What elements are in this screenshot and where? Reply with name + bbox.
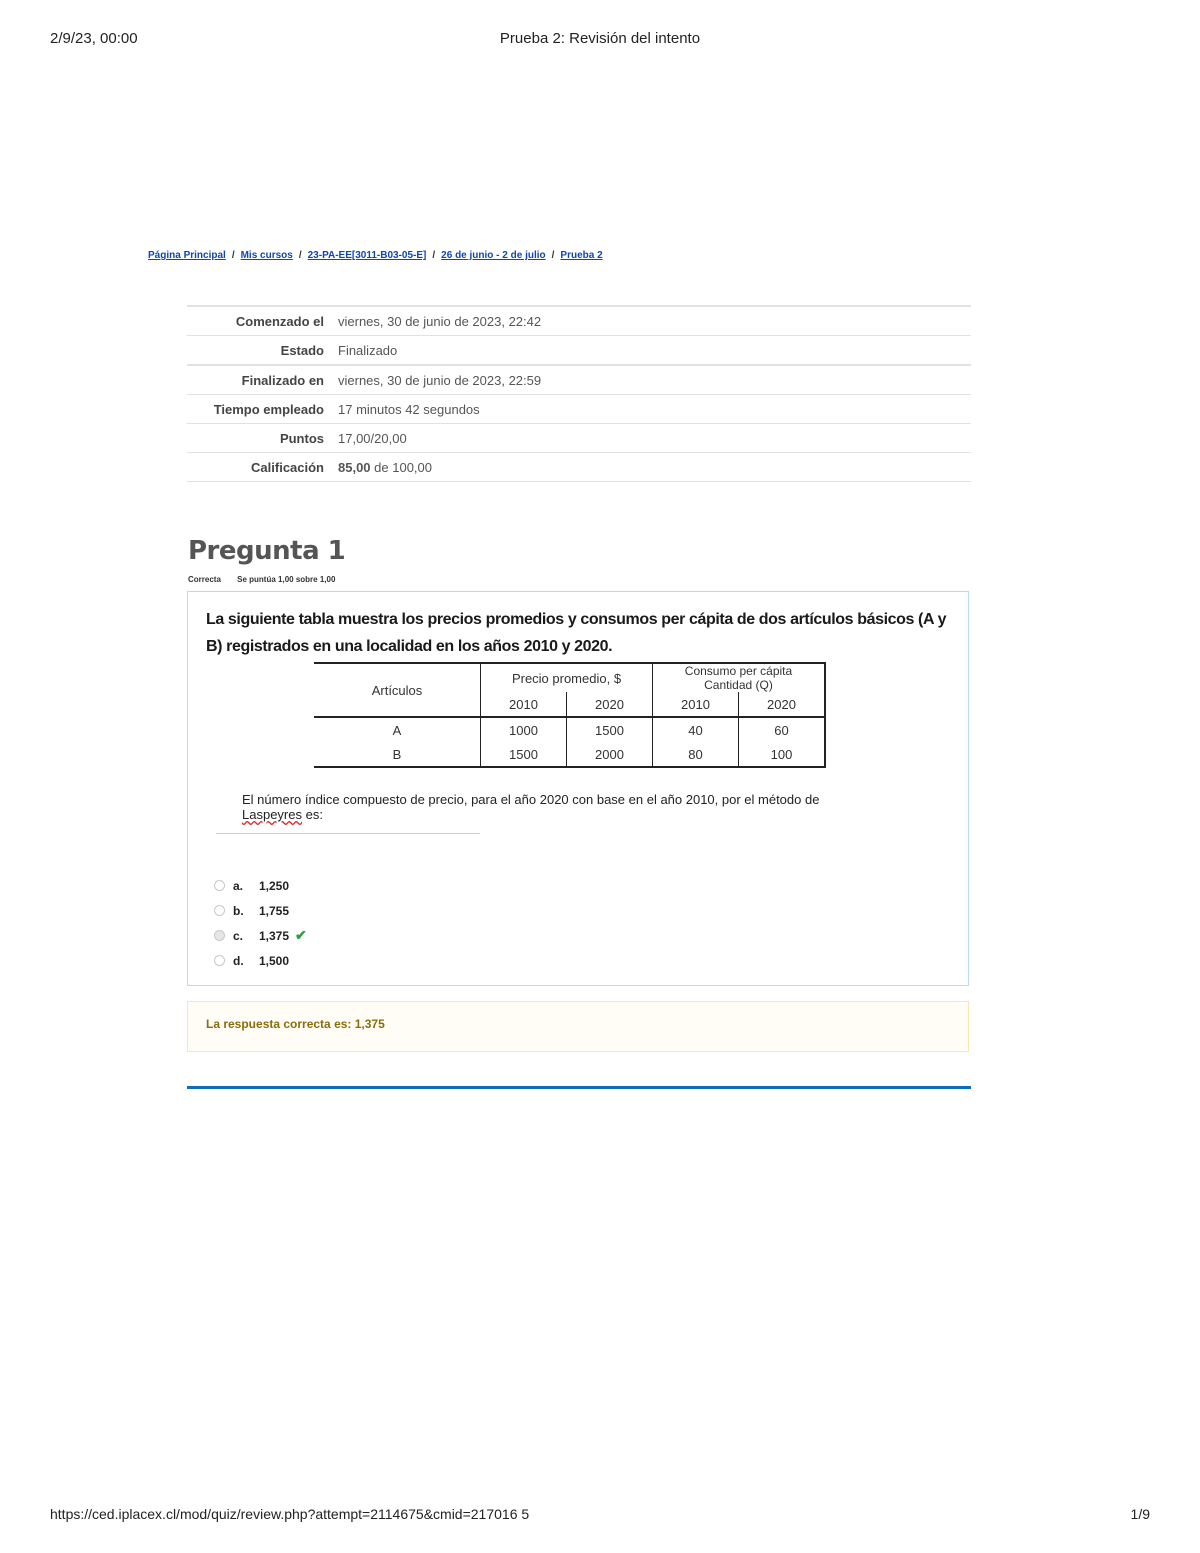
answer-letter: d. xyxy=(233,953,244,968)
breadcrumb-quiz[interactable]: Prueba 2 xyxy=(560,250,603,261)
radio-button[interactable] xyxy=(214,905,225,916)
table-cell: 40 xyxy=(653,717,739,742)
summary-row-started xyxy=(187,306,971,336)
table-cell: 60 xyxy=(739,717,826,742)
print-page-number: 1/9 xyxy=(1130,1506,1150,1522)
summary-value: viernes, 30 de junio de 2023, 22:42 xyxy=(338,314,542,329)
question-text: La siguiente tabla muestra los precios promedios y consumos per cápita de dos artículos básicos (A y B) registrados en una localidad en los años 2010 y 2020. xyxy=(206,611,947,655)
summary-row-points xyxy=(187,424,971,453)
radio-button[interactable] xyxy=(214,880,225,891)
answer-option-d[interactable] xyxy=(214,948,307,973)
print-header xyxy=(50,30,1150,50)
spellcheck-word: Laspeyres xyxy=(242,807,302,822)
answer-options xyxy=(214,873,307,973)
radio-button[interactable] xyxy=(214,955,225,966)
question-score: Se puntúa 1,00 sobre 1,00 xyxy=(237,575,336,584)
answer-value: 1,250 xyxy=(259,878,290,893)
table-cell: 2000 xyxy=(567,742,653,767)
year-header: 2020 xyxy=(567,692,653,717)
grade-value: 85,00 xyxy=(338,460,371,475)
summary-value: viernes, 30 de junio de 2023, 22:59 xyxy=(338,373,542,388)
header-consumo-line2: Cantidad (Q) xyxy=(704,678,773,692)
print-page-title: Prueba 2: Revisión del intento xyxy=(499,30,701,47)
question-info xyxy=(188,575,349,584)
answer-letter: b. xyxy=(233,903,244,918)
breadcrumb: Página Principal / Mis cursos / 23-PA-EE[3011-B03-05-E] / 26 de junio - 2 de julio / Prueba 2 xyxy=(148,250,603,261)
answer-option-a[interactable] xyxy=(214,873,307,898)
table-cell: 1000 xyxy=(481,717,567,742)
table-row xyxy=(314,717,825,742)
summary-row-time-taken xyxy=(187,395,971,424)
print-date: 2/9/23, 00:00 xyxy=(50,30,138,47)
summary-value: 17,00/20,00 xyxy=(338,431,407,446)
table-row xyxy=(314,742,825,767)
answer-letter: c. xyxy=(233,928,244,943)
table-cell: 100 xyxy=(739,742,826,767)
answer-option-c[interactable] xyxy=(214,923,307,948)
breadcrumb-course[interactable]: 23-PA-EE[3011-B03-05-E] xyxy=(307,250,427,261)
summary-label: Calificación xyxy=(251,460,324,475)
question-separator xyxy=(187,1086,971,1089)
grade-total: de 100,00 xyxy=(370,460,432,475)
summary-label: Comenzado el xyxy=(235,314,324,329)
answer-value: 1,755 xyxy=(259,903,290,918)
breadcrumb-week[interactable]: 26 de junio - 2 de julio xyxy=(441,250,546,261)
summary-label: Puntos xyxy=(279,431,324,446)
correct-answer-feedback xyxy=(187,1001,969,1052)
row-name: A xyxy=(314,717,481,742)
summary-value xyxy=(336,453,971,482)
table-cell: 1500 xyxy=(481,742,567,767)
question-content-box xyxy=(187,591,969,986)
summary-label: Tiempo empleado xyxy=(213,402,324,417)
question-status: Correcta xyxy=(188,575,221,584)
header-precio: Precio promedio, $ xyxy=(481,663,653,692)
answer-option-b[interactable] xyxy=(214,898,307,923)
answer-value: 1,375 xyxy=(259,928,290,943)
breadcrumb-home[interactable]: Página Principal xyxy=(148,250,226,261)
question-prompt: El número índice compuesto de precio, para el año 2020 con base en el año 2010, por el método de Laspeyres es: xyxy=(242,792,820,822)
question-title: Pregunta 1 xyxy=(188,536,346,566)
summary-value: 17 minutos 42 segundos xyxy=(338,402,480,417)
table-cell: 1500 xyxy=(567,717,653,742)
summary-row-finished xyxy=(187,365,971,395)
row-name: B xyxy=(314,742,481,767)
feedback-text: La respuesta correcta es: 1,375 xyxy=(206,1017,385,1031)
answer-letter: a. xyxy=(233,878,244,893)
divider xyxy=(216,833,480,834)
check-icon: ✔ xyxy=(295,927,307,943)
print-url: https://ced.iplacex.cl/mod/quiz/review.php?attempt=2114675&cmid=217016 5 xyxy=(50,1506,530,1522)
summary-value: Finalizado xyxy=(338,343,398,358)
radio-button-selected[interactable] xyxy=(214,930,225,941)
summary-label: Estado xyxy=(280,343,324,358)
year-header: 2010 xyxy=(481,692,567,717)
question-data-table xyxy=(314,662,826,768)
header-consumo-line1: Consumo per cápita xyxy=(684,664,793,678)
attempt-summary-table xyxy=(187,305,971,482)
answer-value: 1,500 xyxy=(259,953,290,968)
year-header: 2010 xyxy=(653,692,739,717)
summary-row-state xyxy=(187,336,971,366)
table-cell: 80 xyxy=(653,742,739,767)
breadcrumb-my-courses[interactable]: Mis cursos xyxy=(240,250,293,261)
print-footer xyxy=(50,1506,1150,1526)
header-articulos: Artículos xyxy=(314,663,481,717)
summary-label: Finalizado en xyxy=(241,373,324,388)
header-consumo xyxy=(653,663,826,692)
summary-row-grade xyxy=(187,453,971,482)
year-header: 2020 xyxy=(739,692,826,717)
